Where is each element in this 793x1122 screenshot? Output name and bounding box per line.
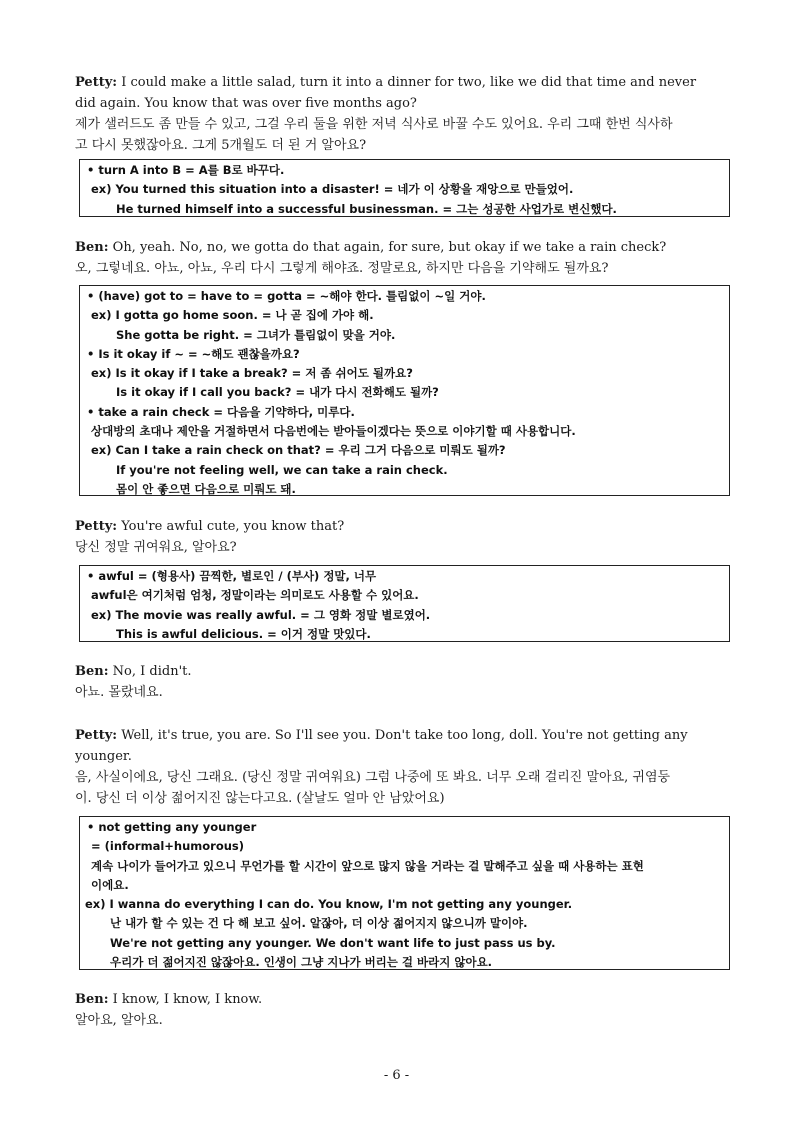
dialogue-korean-line: 알아요, 알아요. bbox=[75, 1013, 163, 1028]
note-line: ex) Can I take a rain check on that? = 우리 그거 다음으로 미뤄도 될까? bbox=[91, 443, 506, 458]
speaker-name: Ben: bbox=[75, 664, 109, 679]
dialogue-korean-line: 오, 그렇네요. 아뇨, 아뇨, 우리 다시 그렇게 해야죠. 정말로요, 하지만 다음을 기약해도 될까요? bbox=[75, 261, 609, 276]
vocab-note-box bbox=[79, 285, 730, 496]
vocab-note-box bbox=[79, 565, 730, 642]
dialogue-english-line: I know, I know, I know. bbox=[112, 992, 263, 1007]
note-line: 우리가 더 젊어지진 않잖아요. 인생이 그냥 지나가 버리는 걸 바라지 않아요. bbox=[110, 955, 493, 970]
page-number: - 6 - bbox=[383, 1068, 410, 1083]
note-line: This is awful delicious. = 이거 정말 맛있다. bbox=[116, 626, 371, 641]
note-line: ex) I gotta go home soon. = 나 곧 집에 가야 해. bbox=[91, 308, 374, 323]
dialogue-block-ben-didnt bbox=[75, 661, 737, 703]
vocab-note-box bbox=[79, 159, 730, 217]
dialogue-english-line: did again. You know that was over five months ago? bbox=[75, 96, 417, 111]
speaker-name: Petty: bbox=[75, 728, 118, 743]
note-line: • Is it okay if ~ = ~해도 괜찮을까요? bbox=[87, 346, 300, 361]
dialogue-english-line: Oh, yeah. No, no, we gotta do that again, for sure, but okay if we take a rain check? bbox=[112, 240, 667, 255]
dialogue-korean-line: 아뇨. 몰랐네요. bbox=[75, 685, 163, 700]
dialogue-korean-line: 음, 사실이에요, 당신 그래요. (당신 정말 귀여워요) 그럼 나중에 또 봐요. 너무 오래 걸리진 말아요, 귀염둥 bbox=[75, 770, 671, 785]
note-line: • not getting any younger bbox=[87, 820, 257, 834]
note-line: 계속 나이가 들어가고 있으니 무언가를 할 시간이 앞으로 많지 않을 거라는 걸 말해주고 싶을 때 사용하는 표현 bbox=[91, 858, 644, 873]
dialogue-english-line: No, I didn't. bbox=[112, 664, 192, 679]
dialogue-english-line: You're awful cute, you know that? bbox=[121, 519, 345, 534]
note-line: ex) You turned this situation into a disaster! = 네가 이 상황을 재앙으로 만들었어. bbox=[91, 182, 574, 197]
dialogue-block-petty-cute bbox=[75, 516, 737, 558]
note-line: He turned himself into a successful businessman. = 그는 성공한 사업가로 변신했다. bbox=[116, 201, 617, 216]
dialogue-block-petty-salad bbox=[75, 72, 737, 156]
note-line: = (informal+humorous) bbox=[91, 839, 245, 854]
note-line: If you're not feeling well, we can take a rain check. bbox=[116, 462, 448, 477]
note-line: ex) The movie was really awful. = 그 영화 정말 별로였어. bbox=[91, 607, 431, 622]
dialogue-korean-line: 이. 당신 더 이상 젊어지진 않는다고요. (살날도 얼마 안 남았어요) bbox=[75, 791, 445, 806]
vocab-note-box bbox=[79, 816, 730, 970]
note-line: Is it okay if I call you back? = 내가 다시 전화해도 될까? bbox=[116, 385, 439, 400]
speaker-name: Petty: bbox=[75, 75, 118, 90]
note-line: 상대방의 초대나 제안을 거절하면서 다음번에는 받아들이겠다는 뜻으로 이야기할 때 사용합니다. bbox=[91, 424, 576, 439]
speaker-name: Ben: bbox=[75, 240, 109, 255]
dialogue-korean-line: 당신 정말 귀여워요, 알아요? bbox=[75, 540, 237, 555]
note-line: • turn A into B = A를 B로 바꾸다. bbox=[87, 163, 285, 177]
speaker-name: Ben: bbox=[75, 992, 109, 1007]
dialogue-english-line: I could make a little salad, turn it into a dinner for two, like we did that time and never bbox=[121, 75, 697, 90]
dialogue-korean-line: 고 다시 못했잖아요. 그게 5개월도 더 된 거 알아요? bbox=[75, 138, 367, 153]
dialogue-english-line: younger. bbox=[75, 749, 132, 764]
note-line: • take a rain check = 다음을 기약하다, 미루다. bbox=[87, 404, 355, 419]
note-line: 이에요. bbox=[91, 877, 129, 892]
note-line: ex) Is it okay if I take a break? = 저 좀 쉬어도 될까요? bbox=[91, 366, 413, 381]
note-line: She gotta be right. = 그녀가 틀림없이 맞을 거야. bbox=[116, 327, 396, 342]
speaker-name: Petty: bbox=[75, 519, 118, 534]
note-line: 난 내가 할 수 있는 건 다 해 보고 싶어. 알잖아, 더 이상 젊어지지 않으니까 말이야. bbox=[110, 916, 528, 931]
dialogue-block-petty-younger bbox=[75, 725, 737, 809]
dialogue-block-ben-rain-check bbox=[75, 237, 737, 279]
dialogue-english-line: Well, it's true, you are. So I'll see you. Don't take too long, doll. You're not getting any bbox=[121, 728, 688, 743]
note-line: ex) I wanna do everything I can do. You know, I'm not getting any younger. bbox=[85, 897, 573, 912]
note-line: 몸이 안 좋으면 다음으로 미뤄도 돼. bbox=[116, 481, 296, 496]
dialogue-korean-line: 제가 샐러드도 좀 만들 수 있고, 그걸 우리 둘을 위한 저녁 식사로 바꿀 수도 있어요. 우리 그때 한번 식사하 bbox=[75, 117, 673, 132]
dialogue-block-ben-know bbox=[75, 989, 737, 1031]
note-line: We're not getting any younger. We don't want life to just pass us by. bbox=[110, 935, 556, 950]
note-line: • awful = (형용사) 끔찍한, 별로인 / (부사) 정말, 너무 bbox=[87, 569, 377, 583]
note-line: • (have) got to = have to = gotta = ~해야 한다. 틀림없이 ~일 거야. bbox=[87, 289, 486, 303]
note-line: awful은 여기처럼 엄청, 정말이라는 의미로도 사용할 수 있어요. bbox=[91, 588, 419, 603]
